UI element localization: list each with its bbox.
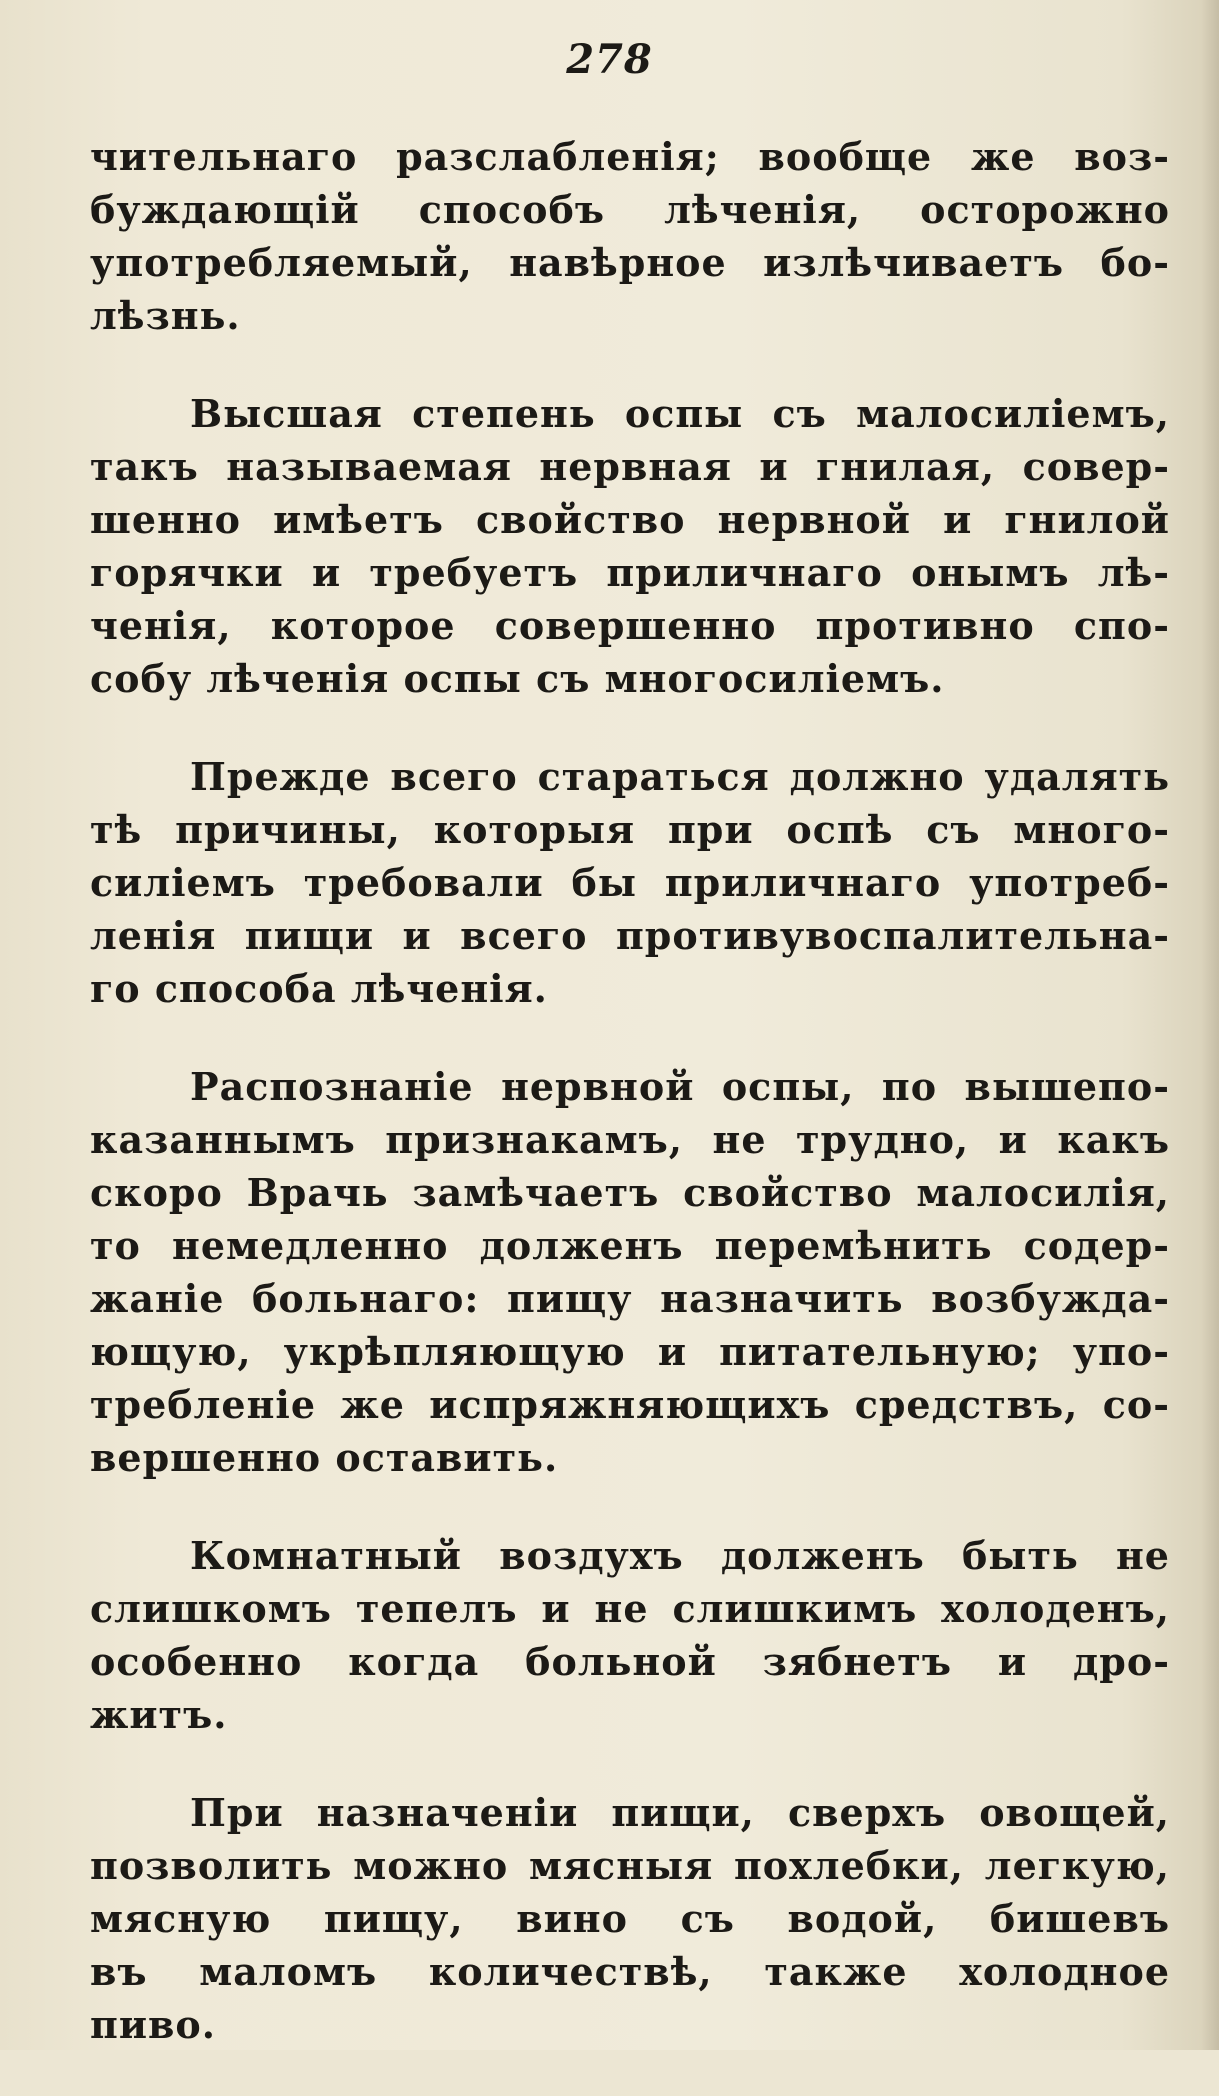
text-line: ющую, укрѣпляющую и питательную; упо- bbox=[90, 1329, 1170, 1374]
text-line: силіемъ требовали бы приличнаго употреб- bbox=[90, 860, 1170, 905]
text-line: Комнатный воздухъ долженъ быть не bbox=[190, 1533, 1170, 1578]
text-line: слишкомъ тепелъ и не слишкимъ холоденъ, bbox=[90, 1586, 1170, 1631]
text-line: такъ называемая нервная и гнилая, совер- bbox=[90, 444, 1170, 489]
text-line: лѣзнь. bbox=[90, 293, 241, 338]
body-text bbox=[90, 130, 1170, 2096]
text-line: особенно когда больной зябнетъ и дро- bbox=[90, 1639, 1170, 1684]
text-line: жаніе больнаго: пищу назначить возбужда- bbox=[90, 1276, 1170, 1321]
text-line: го способа лѣченія. bbox=[90, 966, 548, 1011]
text-line: скоро Врачь замѣчаетъ свойство малосилія, bbox=[90, 1170, 1170, 1215]
text-line: горячки и требуетъ приличнаго онымъ лѣ- bbox=[90, 550, 1170, 595]
paragraph bbox=[90, 387, 1170, 705]
text-line: мясную пищу, вино съ водой, бишевъ bbox=[90, 1896, 1170, 1941]
text-line: ченія, которое совершенно противно спо- bbox=[90, 603, 1170, 648]
text-line: житъ. bbox=[90, 1692, 228, 1737]
paragraph bbox=[90, 130, 1170, 342]
paragraph bbox=[90, 1529, 1170, 1741]
paragraph bbox=[90, 750, 1170, 1015]
text-line: ленія пищи и всего противувоспалительна- bbox=[90, 913, 1170, 958]
text-line: Прежде всего стараться должно удалять bbox=[190, 754, 1170, 799]
text-line: позволить можно мясныя похлебки, легкую, bbox=[90, 1843, 1170, 1888]
text-line: въ маломъ количествѣ, также холодное bbox=[90, 1949, 1170, 1994]
paragraph bbox=[90, 1786, 1170, 2051]
text-line: Распознаніе нервной оспы, по вышепо- bbox=[190, 1064, 1170, 1109]
text-line: пиво. bbox=[90, 2002, 216, 2047]
paragraph bbox=[90, 1060, 1170, 1484]
page-number: 278 bbox=[566, 36, 653, 83]
text-line: вершенно оставить. bbox=[90, 1435, 559, 1480]
text-line: шенно имѣетъ свойство нервной и гнилой bbox=[90, 497, 1170, 542]
text-line: то немедленно долженъ перемѣнить содер- bbox=[90, 1223, 1170, 1268]
page-edge-shadow bbox=[1201, 0, 1219, 2050]
text-line: Высшая степень оспы съ малосиліемъ, bbox=[190, 391, 1170, 436]
text-line: При назначеніи пищи, сверхъ овощей, bbox=[190, 1790, 1170, 1835]
text-line: буждающій способъ лѣченія, осторожно bbox=[90, 187, 1170, 232]
text-line: казаннымъ признакамъ, не трудно, и какъ bbox=[90, 1117, 1170, 1162]
text-line: требленіе же испряжняющихъ средствъ, со- bbox=[90, 1382, 1170, 1427]
text-line: тѣ причины, которыя при оспѣ съ много- bbox=[90, 807, 1170, 852]
text-line: собу лѣченія оспы съ многосиліемъ. bbox=[90, 656, 945, 701]
text-line: чительнаго разслабленія; вообще же воз- bbox=[90, 134, 1170, 179]
text-line: употребляемый, навѣрное излѣчиваетъ бо- bbox=[90, 240, 1170, 285]
